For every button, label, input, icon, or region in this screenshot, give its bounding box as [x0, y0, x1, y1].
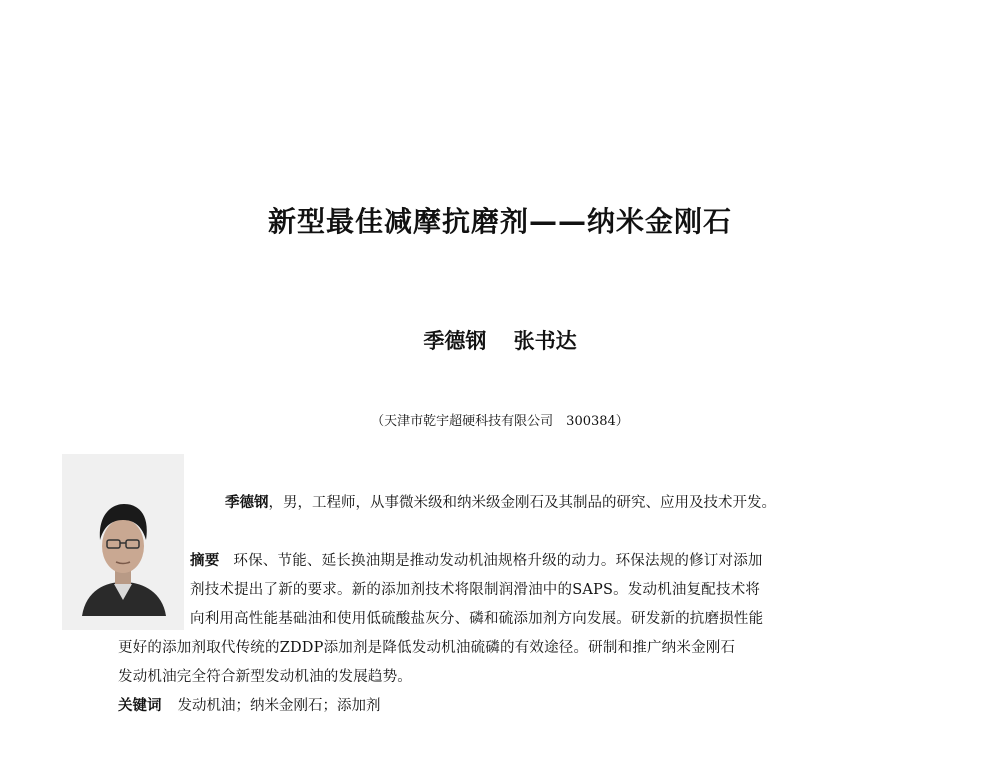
abstract-text: 环保、节能、延长换油期是推动发动机油规格升级的动力。环保法规的修订对添加	[233, 553, 763, 569]
affiliation: （天津市乾宇超硬科技有限公司 300384）	[371, 414, 629, 429]
keywords	[118, 694, 381, 715]
abstract-line: 向利用高性能基础油和使用低硫酸盐灰分、磷和硫添加剂方向发展。研发新的抗磨损性能	[190, 611, 764, 627]
abstract-line: 发动机油完全符合新型发动机油的发展趋势。	[118, 669, 412, 685]
author-list	[0, 325, 1000, 355]
keywords-text: 发动机油；纳米金刚石；添加剂	[177, 698, 381, 714]
keywords-label: 关键词	[118, 698, 162, 714]
bio-text: ，男，工程师，从事微米级和纳米级金刚石及其制品的研究、应用及技术开发。	[268, 495, 776, 511]
abstract-label: 摘要	[190, 553, 220, 569]
abstract-line	[190, 549, 763, 570]
author-name: 张书达	[513, 329, 577, 353]
paper-title: 新型最佳减摩抗磨剂——纳米金刚石	[267, 205, 732, 238]
author-name: 季德钢	[423, 329, 487, 353]
author-bio	[225, 491, 776, 512]
abstract-line: 剂技术提出了新的要求。新的添加剂技术将限制润滑油中的SAPS。发动机油复配技术将	[190, 582, 761, 598]
author-photo	[62, 454, 184, 630]
abstract-line: 更好的添加剂取代传统的ZDDP添加剂是降低发动机油硫磷的有效途径。研制和推广纳米金刚石	[118, 640, 736, 656]
author-portrait-icon	[62, 454, 184, 630]
bio-name: 季德钢	[225, 495, 269, 511]
